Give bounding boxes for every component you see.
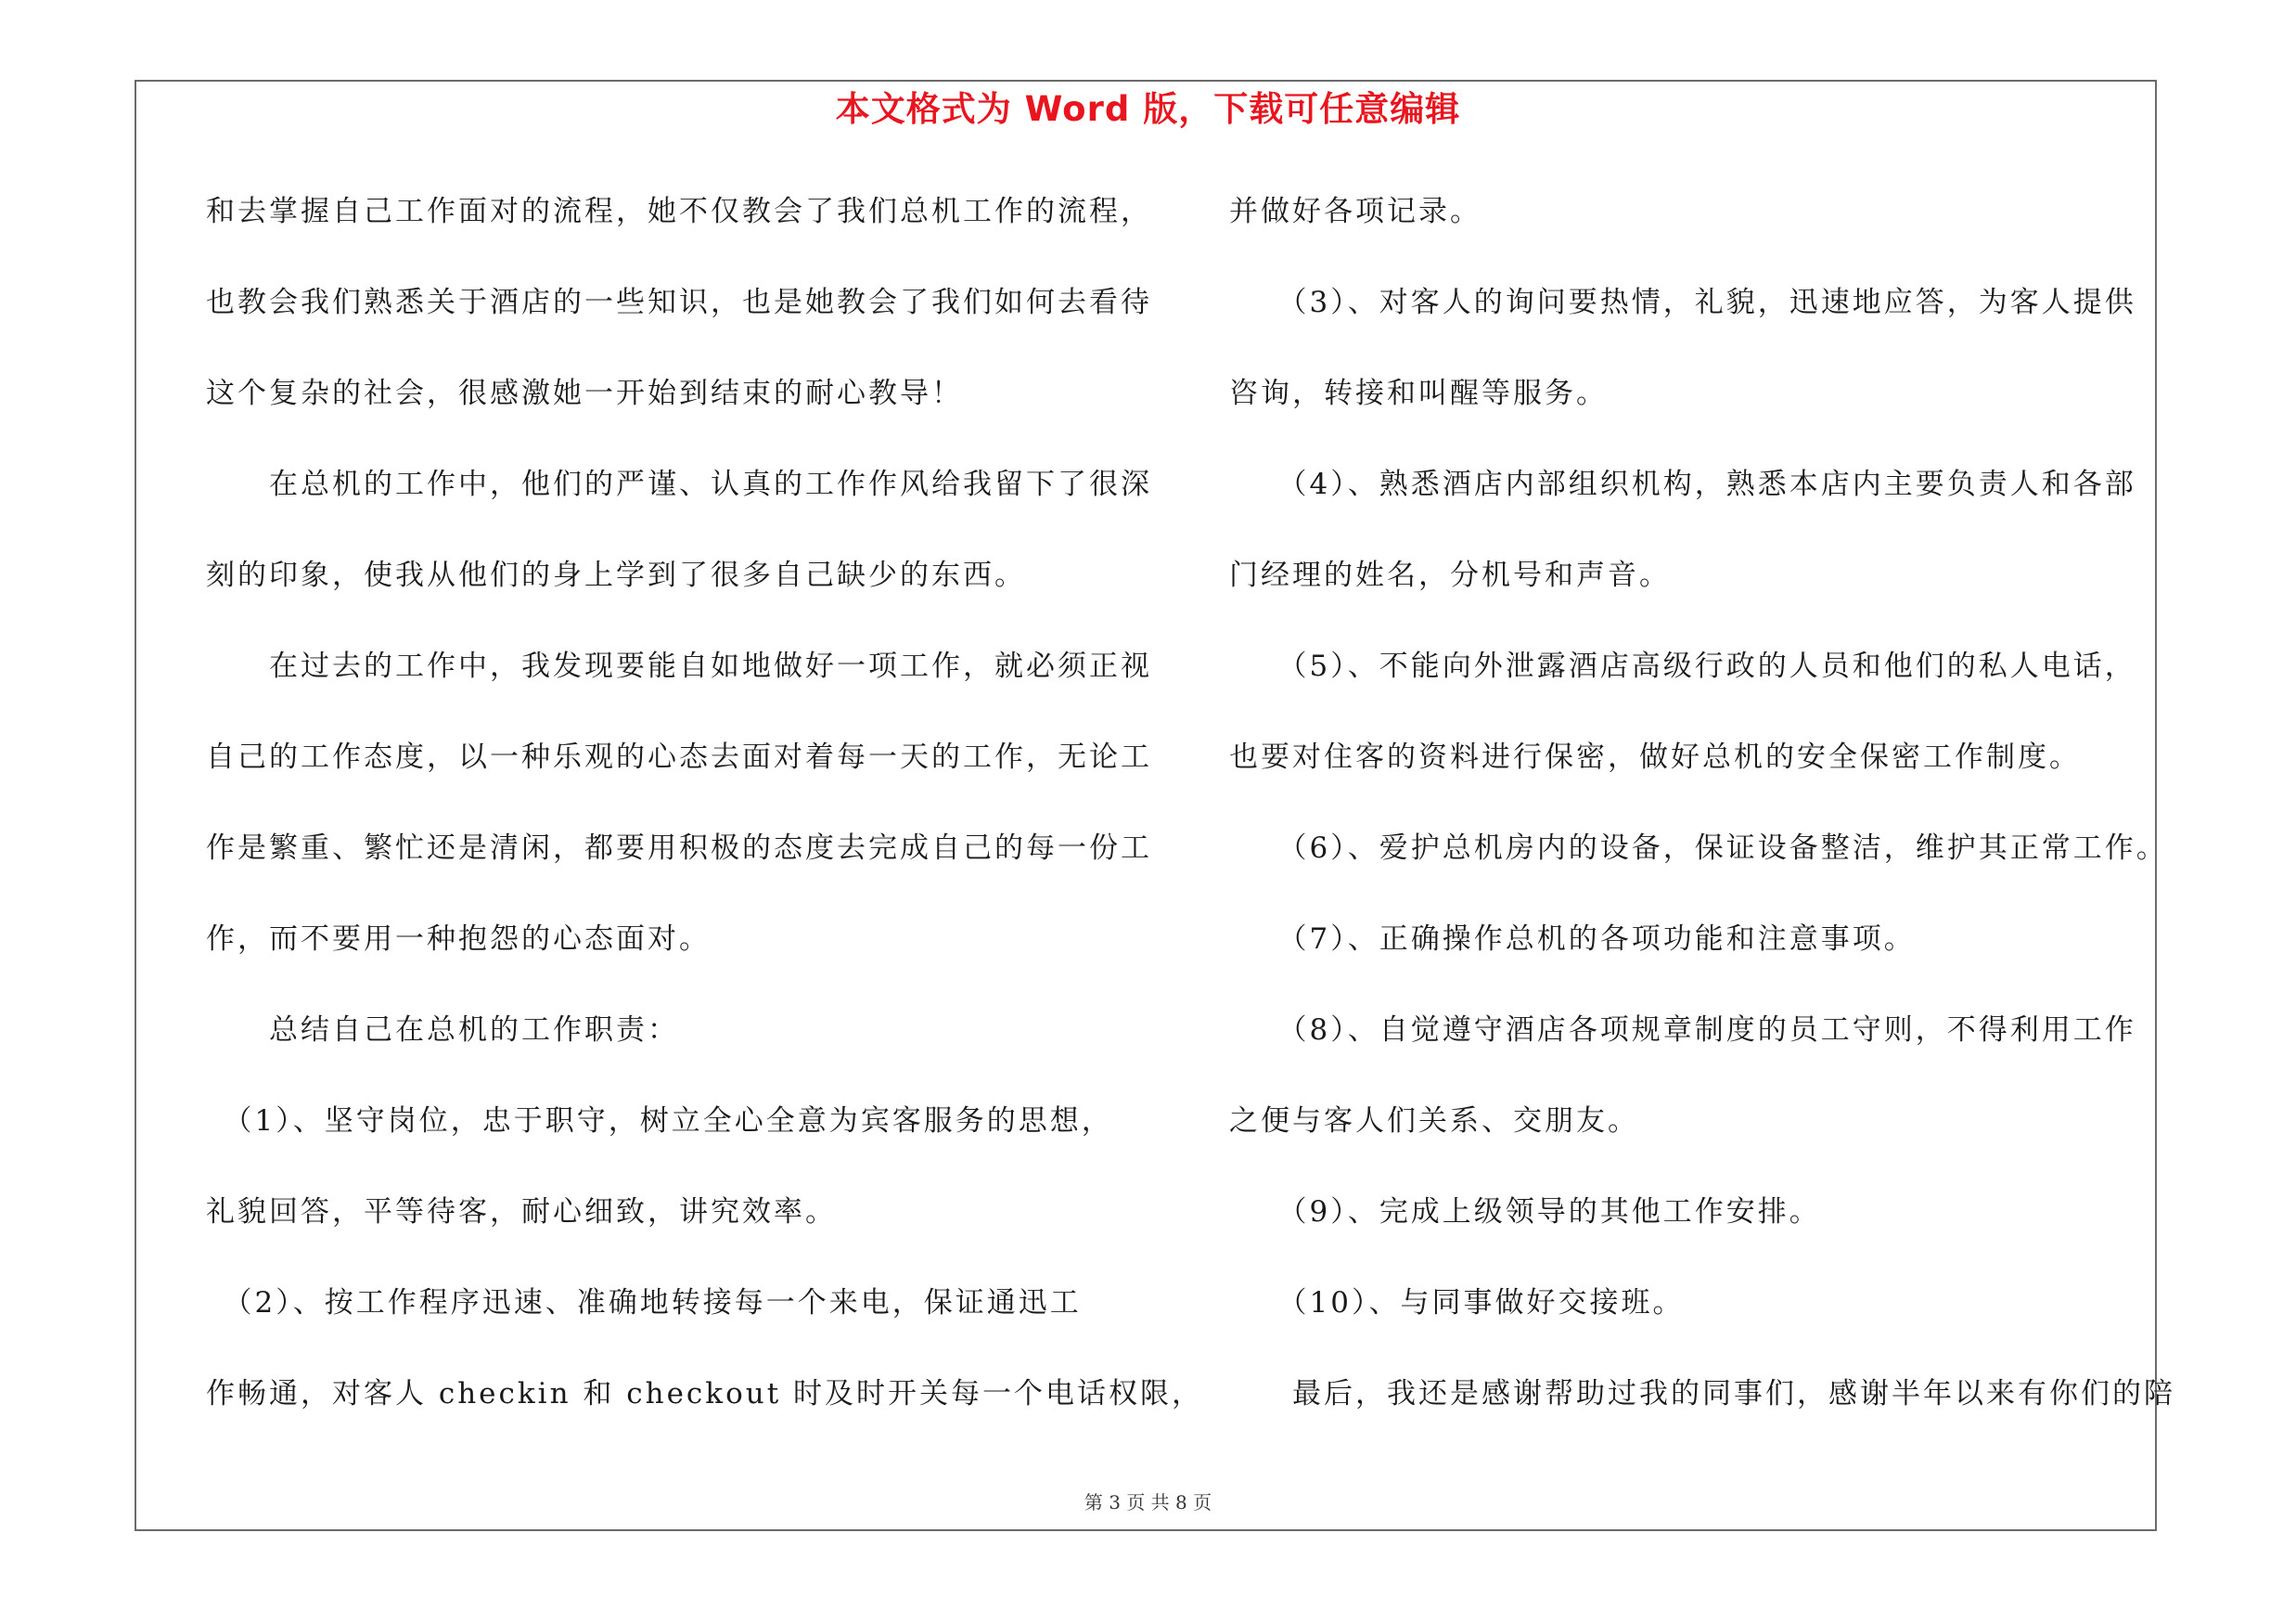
text-line: 最后，我还是感谢帮助过我的同事们，感谢半年以来有你们的陪 [1229, 1377, 2175, 1410]
text-line: 咨询，转接和叫醒等服务。 [1229, 377, 1608, 410]
format-notice-banner: 本文格式为 Word 版，下载可任意编辑 [835, 89, 1461, 129]
text-line: 刻的印象，使我从他们的身上学到了很多自己缺少的东西。 [206, 559, 1026, 592]
text-line: （7）、正确操作总机的各项功能和注意事项。 [1229, 922, 1916, 956]
text-line: 礼貌回答，平等待客，耐心细致，讲究效率。 [206, 1195, 837, 1229]
text-line: （8）、自觉遵守酒店各项规章制度的员工守则，不得利用工作 [1229, 1013, 2136, 1047]
text-line: 在总机的工作中，他们的严谨、认真的工作作风给我留下了很深 [206, 468, 1152, 501]
text-line: 和去掌握自己工作面对的流程，她不仅教会了我们总机工作的流程， [206, 195, 1152, 228]
text-line: 也教会我们熟悉关于酒店的一些知识，也是她教会了我们如何去看待 [206, 286, 1152, 319]
text-line: 在过去的工作中，我发现要能自如地做好一项工作，就必须正视 [206, 650, 1152, 683]
text-line: 门经理的姓名，分机号和声音。 [1229, 559, 1671, 592]
text-line: 并做好各项记录。 [1229, 195, 1481, 228]
text-line: （6）、爱护总机房内的设备，保证设备整洁，维护其正常工作。 [1229, 831, 2168, 865]
text-line: （4）、熟悉酒店内部组织机构，熟悉本店内主要负责人和各部 [1229, 468, 2136, 501]
right-column [1229, 184, 2194, 1457]
text-line: 作，而不要用一种抱怨的心态面对。 [206, 922, 711, 956]
page-number: 第 3 页 共 8 页 [1084, 1491, 1212, 1514]
text-line: 自己的工作态度，以一种乐观的心态去面对着每一天的工作，无论工 [206, 741, 1152, 774]
text-line: 也要对住客的资料进行保密，做好总机的安全保密工作制度。 [1229, 741, 2081, 774]
text-line: （5）、不能向外泄露酒店高级行政的人员和他们的私人电话， [1229, 650, 2136, 683]
text-line: （9）、完成上级领导的其他工作安排。 [1229, 1195, 1821, 1229]
text-line: 作是繁重、繁忙还是清闲，都要用积极的态度去完成自己的每一份工 [206, 831, 1152, 865]
text-line: （1）、坚守岗位，忠于职守，树立全心全意为宾客服务的思想， [206, 1104, 1113, 1138]
text-line: 这个复杂的社会，很感激她一开始到结束的耐心教导！ [206, 377, 963, 410]
text-line: （2）、按工作程序迅速、准确地转接每一个来电，保证通迅工 [206, 1286, 1082, 1320]
text-line: （10）、与同事做好交接班。 [1229, 1286, 1685, 1320]
left-column [206, 184, 1204, 1457]
text-line: 总结自己在总机的工作职责： [206, 1013, 679, 1047]
text-line: 之便与客人们关系、交朋友。 [1229, 1104, 1639, 1138]
text-line: 作畅通，对客人 checkin 和 checkout 时及时开关每一个电话权限， [206, 1377, 1204, 1410]
text-line: （3）、对客人的询问要热情，礼貌，迅速地应答，为客人提供 [1229, 286, 2136, 319]
